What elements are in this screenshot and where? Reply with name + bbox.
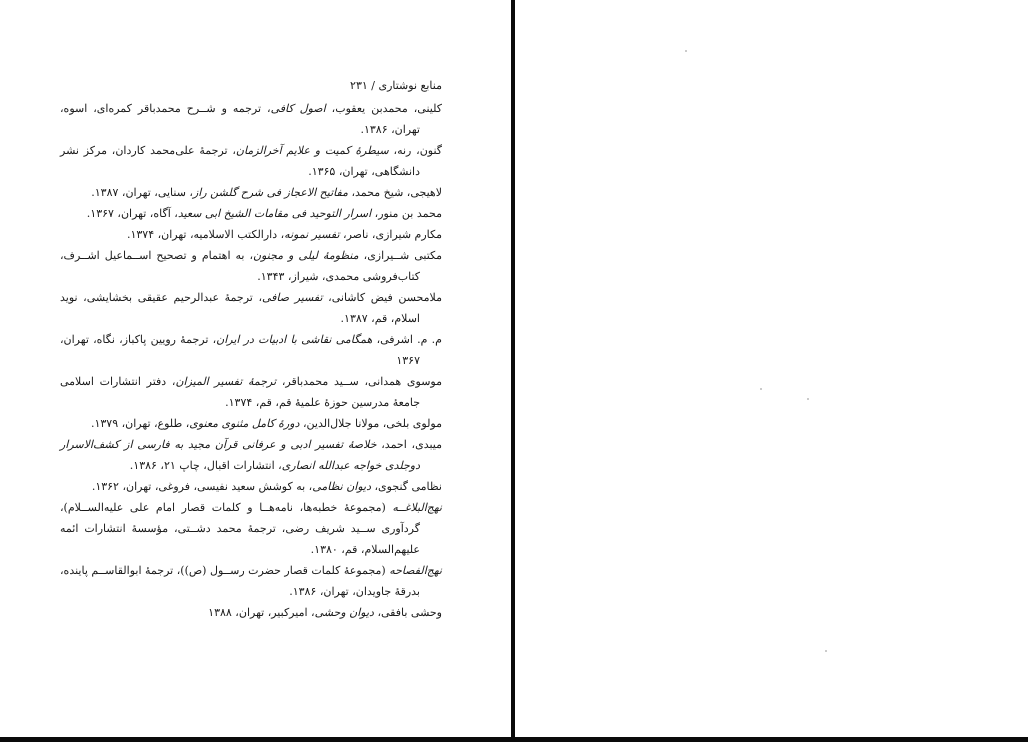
paper-speck (685, 50, 687, 52)
bibliography-entry: مولوی بلخی، مولانا جلال‌الدین، دورهٔ کامل مثنوی معنوی، طلوع، تهران، ۱۳۷۹. (90, 417, 442, 430)
bibliography-entry: کلینی، محمدبن یعقوب، اصول کافی، ترجمه و شــرح محمدباقر کمره‌ای، اسوه، تهران، ۱۳۸۶. (60, 102, 442, 136)
bibliography-entry: محمد بن منور، اسرار التوحید فی مقامات الشیخ ابی سعید، آگاه، تهران، ۱۳۶۷. (86, 207, 442, 220)
bibliography-entry: لاهیجی، شیخ محمد، مفاتیح الاعجاز فی شرح گلشن راز، سنایی، تهران، ۱۳۸۷. (91, 186, 442, 199)
paper-speck (825, 650, 827, 652)
bibliography-entry: موسوی همدانی، ســید محمدباقر، ترجمهٔ تفسیر المیزان، دفتر انتشارات اسلامی جامعهٔ مدرسین حوزهٔ علمیهٔ قم، قم، ۱۳۷۴. (60, 375, 442, 409)
paper-speck (807, 398, 809, 400)
bibliography-entry: مکارم شیرازی، ناصر، تفسیر نمونه، دارالکتب الاسلامیه، تهران، ۱۳۷۴. (126, 228, 442, 241)
bibliography-entry: وحشی بافقی، دیوان وحشی، امیرکبیر، تهران، ۱۳۸۸ (208, 606, 442, 619)
bibliography-entry: م. م. اشرفی، همگامی نقاشی با ادبیات در ایران، ترجمهٔ رویین پاکباز، نگاه، تهران، ۱۳۶۷ (60, 333, 442, 367)
right-page-blank (515, 0, 1028, 737)
page-bottom-edge (0, 737, 1028, 742)
paper-speck (760, 388, 762, 390)
bibliography-entry: نهج‌البلاغــه (مجموعهٔ خطبه‌ها، نامه‌هــا و کلمات قصار امام علی علیه‌الســلام)، گردآوری ســید شریف رضی، ترجمهٔ محمد دشــتی، مؤسسهٔ انتشارات ائمه علیهم‌السلام، قم، ۱۳۸۰. (60, 501, 442, 556)
bibliography-entry: مکتبی شــیرازی، منظومهٔ لیلی و مجنون، به اهتمام و تصحیح اســماعیل اشــرف، کتاب‌فروشی محمدی، شیراز، ۱۳۴۳. (60, 249, 442, 283)
bibliography-entry: نظامی گنجوی، دیوان نظامی، به کوشش سعید نفیسی، فروغی، تهران، ۱۳۶۲. (91, 480, 442, 493)
running-header: منابع نوشتاری / ۲۳۱ (350, 79, 442, 92)
left-page (0, 0, 511, 737)
bibliography-list (60, 98, 442, 623)
bibliography-entry: گنون، رنه، سیطرهٔ کمیت و علایم آخرالزمان، ترجمهٔ علی‌محمد کاردان، مرکز نشر دانشگاهی، تهران، ۱۳۶۵. (60, 144, 443, 178)
bibliography-entry: میبدی، احمد، خلاصهٔ تفسیر ادبی و عرفانی قرآن مجید به فارسی از کشف‌الاسرار دوجلدی خواجه عبدالله انصاری، انتشارات اقبال، چاپ ۲۱، ۱۳۸۶. (60, 438, 443, 472)
bibliography-entry: ملامحسن فیض کاشانی، تفسیر صافی، ترجمهٔ عبدالرحیم عقیقی بخشایشی، نوید اسلام، قم، ۱۳۸۷. (60, 291, 442, 325)
bibliography-entry: نهج‌الفصاحه (مجموعهٔ کلمات قصار حضرت رســول (ص))، ترجمهٔ ابوالقاســم پاینده، بدرقهٔ جاویدان، تهران، ۱۳۸۶. (60, 564, 442, 598)
